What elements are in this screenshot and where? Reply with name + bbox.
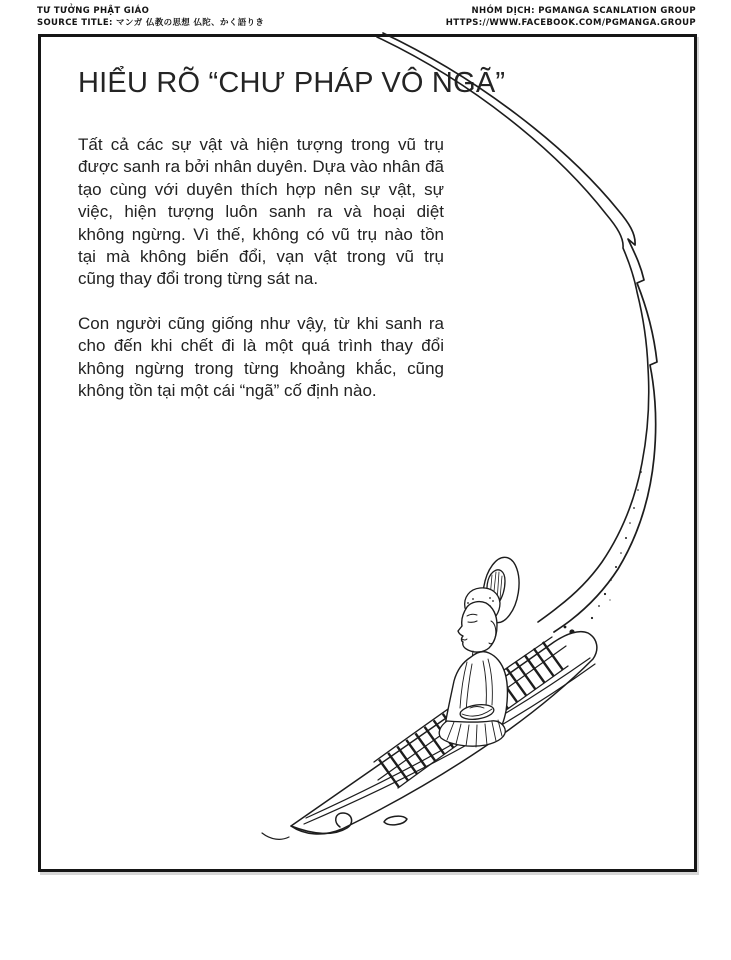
page-title: HIỂU RÕ “CHƯ PHÁP VÔ NGÃ” [78, 67, 506, 99]
paragraph [78, 313, 444, 403]
text-line: không tồn tại một cái “ngã” cố định nào. [78, 381, 377, 401]
source-title: SOURCE TITLE: マンガ 仏教の思想 仏陀、かく語りき [37, 18, 265, 28]
text-line: tại mà không biến đổi, vạn vật trong vũ trụ [78, 247, 444, 267]
text-line: không ngừng trong từng khoảng khắc, cũng [78, 358, 444, 378]
text-line: tạo cùng với duyên thích hợp nên sự vật, sự [78, 179, 444, 199]
paragraph [78, 134, 444, 291]
text-line: Tất cả các sự vật và hiện tượng trong vũ trụ [78, 135, 444, 154]
series-title: TƯ TƯỞNG PHẬT GIÁO [37, 6, 150, 16]
body-text [78, 134, 444, 402]
text-line: cho đến khi chết đi là một quá trình thay đổi [78, 336, 444, 356]
group-url: HTTPS://WWW.FACEBOOK.COM/PGMANGA.GROUP [445, 18, 696, 28]
credits-left [37, 5, 264, 29]
text-line: cũng thay đổi trong từng sát na. [78, 269, 319, 289]
text-line: không ngừng. Vì thế, không có vũ trụ nào tồn [78, 224, 444, 244]
translation-group: NHÓM DỊCH: PGMANGA SCANLATION GROUP [471, 6, 696, 16]
credits-right [446, 5, 696, 29]
text-line: việc, hiện tượng luôn sanh ra và hoại diệt [78, 202, 444, 222]
comic-panel [38, 34, 697, 872]
text-line: Con người cũng giống như vậy, từ khi sanh ra [78, 313, 444, 333]
text-line: được sanh ra bởi nhân duyên. Dựa vào nhân đã [78, 157, 444, 177]
